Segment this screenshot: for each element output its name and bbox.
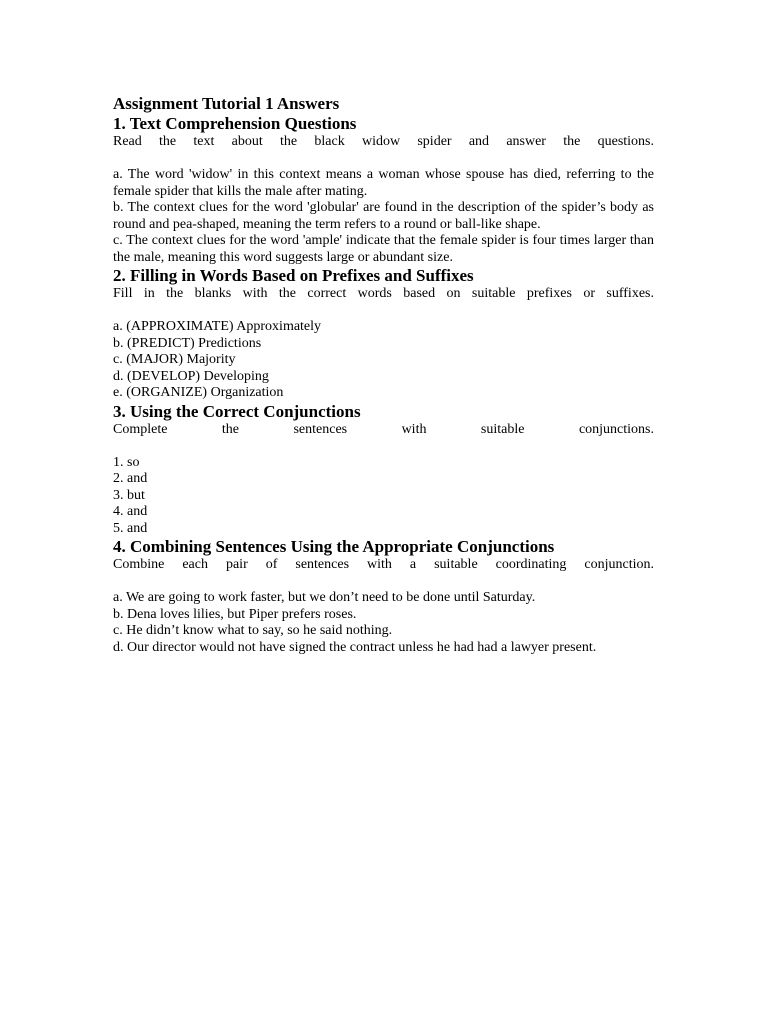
answer-item: b. Dena loves lilies, but Piper prefers roses. bbox=[113, 606, 357, 622]
section-heading: 1. Text Comprehension Questions bbox=[113, 114, 357, 133]
answer-item: a. The word 'widow' in this context means a woman whose spouse has died, referring to the female spider that kills the male after mating. bbox=[113, 167, 654, 199]
section-heading: 4. Combining Sentences Using the Appropriate Conjunctions bbox=[113, 537, 555, 556]
blank-line bbox=[113, 574, 654, 591]
blank-line bbox=[113, 303, 654, 320]
answer-item: e. (ORGANIZE) Organization bbox=[113, 385, 284, 400]
answer-item: 2. and bbox=[113, 471, 148, 486]
section-conjunctions bbox=[113, 402, 654, 538]
answer-list bbox=[113, 590, 654, 656]
section-combining-sentences bbox=[113, 537, 654, 656]
answer-list bbox=[113, 319, 654, 402]
answer-list bbox=[113, 455, 654, 538]
answer-item: 3. but bbox=[113, 487, 145, 503]
answer-item: a. We are going to work faster, but we don’t need to be done until Saturday. bbox=[113, 590, 536, 605]
section-prefixes-suffixes bbox=[113, 266, 654, 402]
answer-list bbox=[113, 167, 654, 266]
section-instructions: Combine each pair of sentences with a suitable coordinating conjunction. bbox=[113, 557, 654, 572]
blank-line bbox=[113, 151, 654, 168]
section-instructions: Complete the sentences with suitable conjunctions. bbox=[113, 421, 654, 437]
answer-item: b. (PREDICT) Predictions bbox=[113, 335, 262, 351]
section-text-comprehension bbox=[113, 114, 654, 266]
document-page bbox=[113, 94, 654, 656]
section-heading: 3. Using the Correct Conjunctions bbox=[113, 401, 361, 421]
section-instructions: Read the text about the black widow spider and answer the questions. bbox=[113, 134, 654, 149]
section-instructions: Fill in the blanks with the correct words based on suitable prefixes or suffixes. bbox=[113, 286, 654, 301]
document-title: Assignment Tutorial 1 Answers bbox=[113, 94, 340, 113]
answer-item: d. (DEVELOP) Developing bbox=[113, 368, 269, 384]
answer-item: d. Our director would not have signed the contract unless he had had a lawyer present. bbox=[113, 639, 597, 655]
answer-item: c. He didn’t know what to say, so he said nothing. bbox=[113, 623, 393, 638]
answer-item: 4. and bbox=[113, 504, 148, 519]
answer-item: c. (MAJOR) Majority bbox=[113, 352, 236, 367]
section-heading: 2. Filling in Words Based on Prefixes and Suffixes bbox=[113, 266, 474, 285]
answer-item: a. (APPROXIMATE) Approximately bbox=[113, 319, 322, 334]
answer-item: 5. and bbox=[113, 520, 148, 536]
answer-item: b. The context clues for the word 'globular' are found in the description of the spider’s body as round and pea-shaped, meaning the term refers to a round or ball-like shape. bbox=[113, 200, 654, 232]
answer-item: 1. so bbox=[113, 454, 140, 470]
blank-line bbox=[113, 438, 654, 455]
answer-item: c. The context clues for the word 'ample' indicate that the female spider is four times larger than the male, meaning this word suggests large or abundant size. bbox=[113, 233, 654, 265]
